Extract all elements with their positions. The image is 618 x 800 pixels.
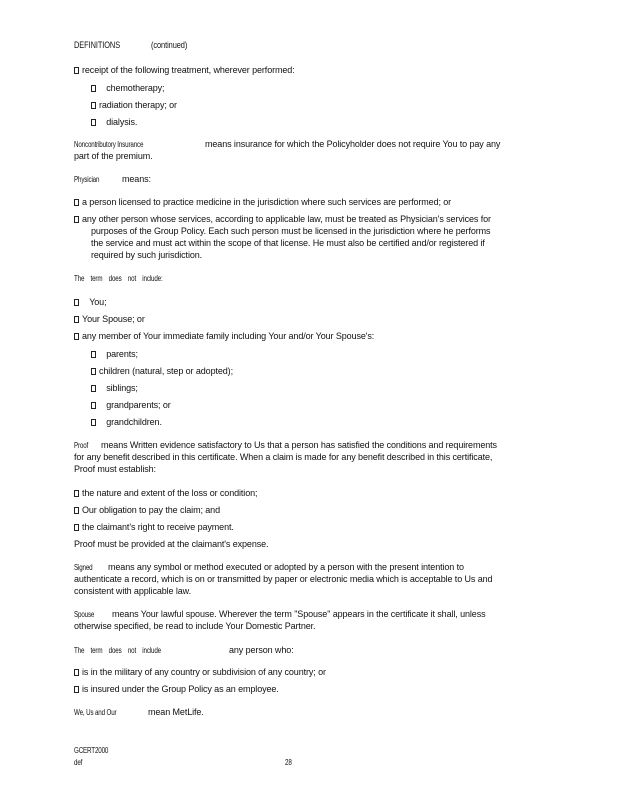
- definition-text: means Your lawful spouse. Wherever the term "Spouse" appears in the certificate it shall, unless: [112, 609, 486, 619]
- bullet-icon: [74, 524, 79, 531]
- bullet-icon: [91, 119, 96, 126]
- list-item: chemotherapy;: [91, 83, 164, 94]
- paragraph: Proof must be provided at the claimant's expense.: [74, 539, 269, 549]
- list-item: Your Spouse; or: [74, 314, 145, 325]
- bullet-icon: [74, 216, 79, 223]
- list-item: Our obligation to pay the claim; and: [74, 505, 220, 516]
- bullet-icon: [74, 333, 79, 340]
- definition-text: the service and must act within the scope of that license. He must also be certified and/or registered if: [91, 238, 485, 248]
- section-continued: (continued): [151, 40, 188, 51]
- bullet-icon: [74, 669, 79, 676]
- list-item: radiation therapy; or: [91, 100, 177, 111]
- definition-text: consistent with applicable law.: [74, 586, 191, 596]
- definition-text: means insurance for which the Policyholder does not require You to pay any: [205, 139, 501, 149]
- definition-text: part of the premium.: [74, 151, 153, 161]
- definition-text: required by such jurisdiction.: [91, 250, 203, 260]
- bullet-icon: [91, 385, 96, 392]
- bullet-icon: [91, 368, 96, 375]
- bullet-icon: [91, 419, 96, 426]
- definition-text: authenticate a record, which is on or transmitted by paper or electronic media which is acceptable to Us and: [74, 574, 493, 584]
- definition-term: Physician: [74, 175, 100, 184]
- list-item: siblings;: [91, 383, 138, 394]
- bullet-icon: [74, 490, 79, 497]
- bullet-icon: [74, 686, 79, 693]
- section-title: DEFINITIONS: [74, 40, 121, 51]
- definition-text: otherwise specified, be read to include Your Domestic Partner.: [74, 621, 316, 631]
- list-item: children (natural, step or adopted);: [91, 366, 233, 377]
- subheading: The term does not include:: [74, 274, 163, 283]
- definition-text: mean MetLife.: [148, 707, 204, 717]
- bullet-icon: [74, 316, 79, 323]
- list-item: the claimant's right to receive payment.: [74, 522, 234, 533]
- list-item: any other person whose services, according to applicable law, must be treated as Physician's services for: [74, 214, 491, 225]
- bullet-icon: [74, 199, 79, 206]
- subheading: The term does not include: [74, 646, 161, 655]
- list-item: grandparents; or: [91, 400, 171, 411]
- definition-text: purposes of the Group Policy. Each such person must be licensed in the jurisdiction where he performs: [91, 226, 491, 236]
- bullet-icon: [91, 85, 96, 92]
- bullet-icon: [74, 299, 79, 306]
- bullet-icon: [91, 351, 96, 358]
- definition-term: Noncontributory Insurance: [74, 140, 144, 149]
- definition-text: Proof must establish:: [74, 464, 156, 474]
- definition-text: any person who:: [229, 645, 294, 655]
- definition-text: for any benefit described in this certificate. When a claim is made for any benefit described in this certificate,: [74, 452, 493, 462]
- footer-sub: def: [74, 758, 83, 767]
- definition-term: Spouse: [74, 610, 95, 619]
- list-item: any member of Your immediate family including Your and/or Your Spouse's:: [74, 331, 374, 342]
- definition-term: Signed: [74, 563, 93, 572]
- bullet-icon: [74, 67, 79, 74]
- definition-text: means:: [122, 174, 151, 184]
- list-item: parents;: [91, 349, 138, 360]
- page-number: 28: [285, 758, 292, 767]
- list-item: is insured under the Group Policy as an employee.: [74, 684, 279, 695]
- footer-code: GCERT2000: [74, 746, 109, 755]
- definition-term: We, Us and Our: [74, 708, 117, 717]
- list-item: is in the military of any country or subdivision of any country; or: [74, 667, 326, 678]
- list-item: dialysis.: [91, 117, 137, 128]
- definition-text: means Written evidence satisfactory to Us that a person has satisfied the conditions and requirements: [101, 440, 497, 450]
- definition-term: Proof: [74, 441, 89, 450]
- bullet-icon: [91, 102, 96, 109]
- bullet-icon: [74, 507, 79, 514]
- list-item: a person licensed to practice medicine in the jurisdiction where such services are performed; or: [74, 197, 451, 208]
- list-item: the nature and extent of the loss or condition;: [74, 488, 257, 499]
- definition-text: means any symbol or method executed or adopted by a person with the present intention to: [108, 562, 464, 572]
- list-item: You;: [74, 297, 107, 308]
- bullet-icon: [91, 402, 96, 409]
- list-item: receipt of the following treatment, wherever performed:: [74, 65, 295, 76]
- list-item: grandchildren.: [91, 417, 162, 428]
